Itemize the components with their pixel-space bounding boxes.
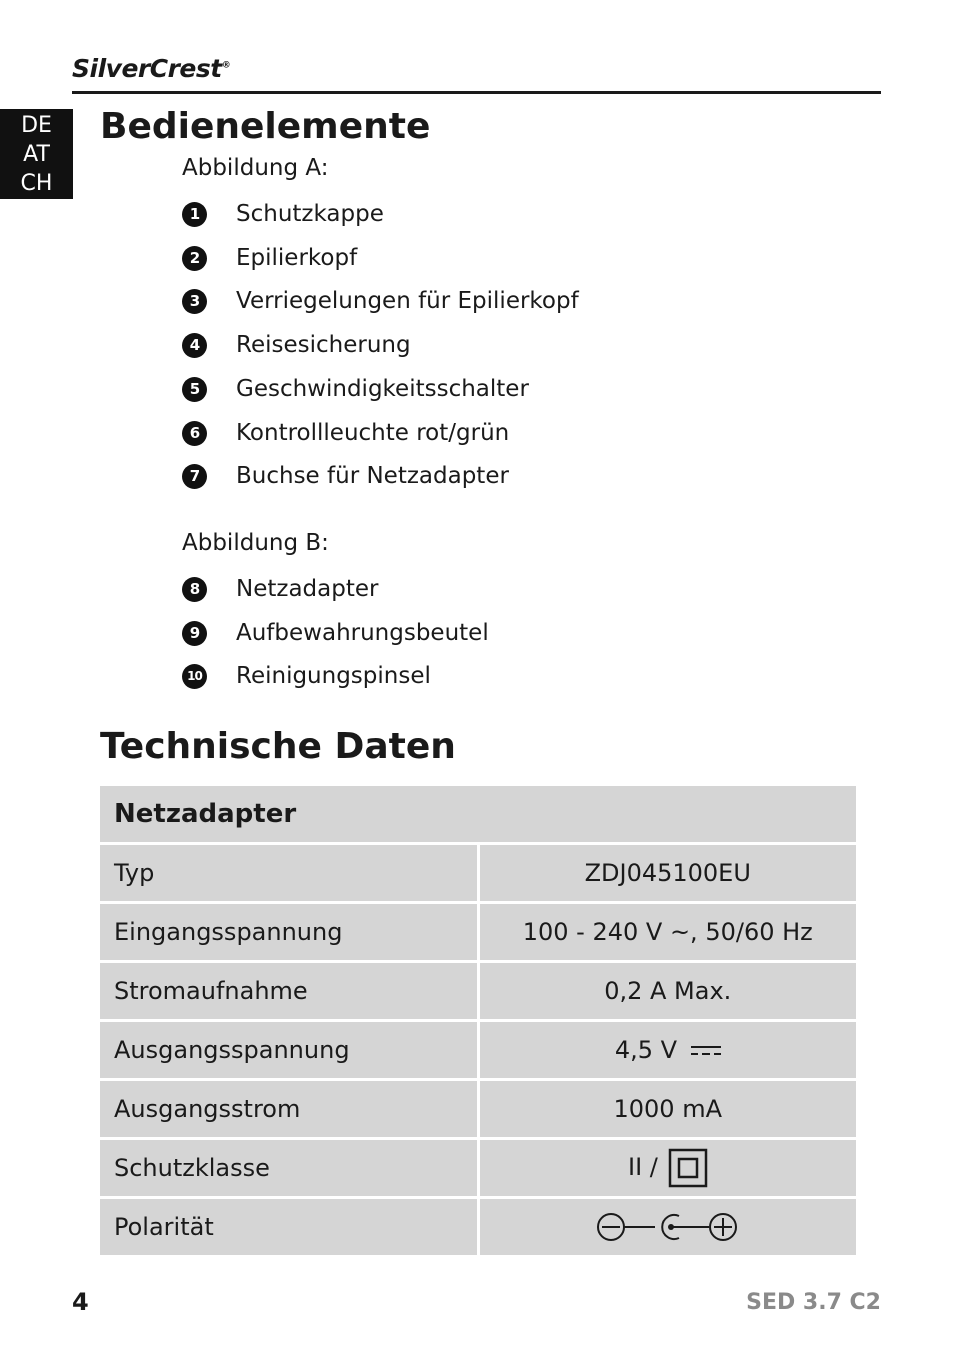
row-label: Typ bbox=[100, 844, 478, 903]
row-value: ZDJ045100EU bbox=[478, 844, 856, 903]
section-title-controls: Bedienelemente bbox=[100, 106, 431, 147]
number-badge: 3 bbox=[182, 289, 207, 314]
list-item bbox=[182, 374, 529, 404]
figure-b-label: Abbildung B: bbox=[182, 530, 329, 556]
list-item bbox=[182, 330, 411, 360]
list-item-text: Verriegelungen für Epilierkopf bbox=[236, 288, 579, 314]
number-badge: 4 bbox=[182, 333, 207, 358]
table-row bbox=[100, 844, 856, 903]
model-number: SED 3.7 C2 bbox=[746, 1290, 881, 1315]
row-label: Eingangsspannung bbox=[100, 903, 478, 962]
lang-de: DE bbox=[21, 113, 52, 138]
list-item-text: Geschwindigkeitsschalter bbox=[236, 376, 529, 402]
list-item-text: Epilierkopf bbox=[236, 245, 358, 271]
table-row bbox=[100, 1198, 856, 1256]
list-item bbox=[182, 243, 357, 273]
row-value: 1000 mA bbox=[478, 1080, 856, 1139]
row-label: Ausgangsstrom bbox=[100, 1080, 478, 1139]
table-header: Netzadapter bbox=[100, 786, 856, 844]
list-item bbox=[182, 574, 378, 604]
row-label: Stromaufnahme bbox=[100, 962, 478, 1021]
list-item bbox=[182, 199, 384, 229]
row-value: 0,2 A Max. bbox=[478, 962, 856, 1021]
list-item-text: Schutzkappe bbox=[236, 201, 384, 227]
figure-a-label: Abbildung A: bbox=[182, 155, 329, 181]
number-badge: 6 bbox=[182, 421, 207, 446]
list-item-text: Reinigungspinsel bbox=[236, 663, 431, 689]
list-item-text: Buchse für Netzadapter bbox=[236, 463, 509, 489]
list-item bbox=[182, 286, 579, 316]
protection-class-ii-icon bbox=[668, 1148, 708, 1188]
row-value: 4,5 V bbox=[614, 1036, 678, 1064]
row-value-cell bbox=[478, 1139, 856, 1198]
lang-at: AT bbox=[23, 142, 50, 167]
table-row bbox=[100, 1021, 856, 1080]
page-number: 4 bbox=[72, 1288, 89, 1316]
table-row bbox=[100, 1139, 856, 1198]
number-badge: 1 bbox=[182, 202, 207, 227]
direct-current-icon bbox=[691, 1044, 721, 1058]
row-value-cell bbox=[478, 1021, 856, 1080]
row-value-cell bbox=[478, 1198, 856, 1256]
row-label: Polarität bbox=[100, 1198, 478, 1256]
number-badge: 2 bbox=[182, 246, 207, 271]
header-rule bbox=[72, 91, 881, 94]
number-badge: 7 bbox=[182, 464, 207, 489]
list-item bbox=[182, 618, 489, 648]
brand-logo: SilverCrest® bbox=[72, 54, 231, 83]
row-value: 100 - 240 V ~, 50/60 Hz bbox=[478, 903, 856, 962]
number-badge: 10 bbox=[182, 664, 207, 689]
list-item bbox=[182, 418, 509, 448]
list-item-text: Aufbewahrungsbeutel bbox=[236, 620, 489, 646]
row-label: Ausgangsspannung bbox=[100, 1021, 478, 1080]
list-item bbox=[182, 661, 431, 691]
list-item bbox=[182, 461, 509, 491]
table-row bbox=[100, 962, 856, 1021]
table-header-row bbox=[100, 786, 856, 844]
list-item-text: Netzadapter bbox=[236, 576, 379, 602]
table-row bbox=[100, 1080, 856, 1139]
spec-table bbox=[100, 786, 856, 1255]
list-item-text: Kontrollleuchte rot/grün bbox=[236, 420, 510, 446]
lang-ch: CH bbox=[20, 171, 53, 196]
section-title-tech: Technische Daten bbox=[100, 726, 456, 767]
table-row bbox=[100, 903, 856, 962]
number-badge: 5 bbox=[182, 377, 207, 402]
polarity-center-positive-icon bbox=[595, 1211, 741, 1243]
row-label: Schutzklasse bbox=[100, 1139, 478, 1198]
language-tab bbox=[0, 109, 73, 199]
number-badge: 9 bbox=[182, 621, 207, 646]
list-item-text: Reisesicherung bbox=[236, 332, 411, 358]
number-badge: 8 bbox=[182, 577, 207, 602]
row-value: II / bbox=[627, 1153, 658, 1181]
